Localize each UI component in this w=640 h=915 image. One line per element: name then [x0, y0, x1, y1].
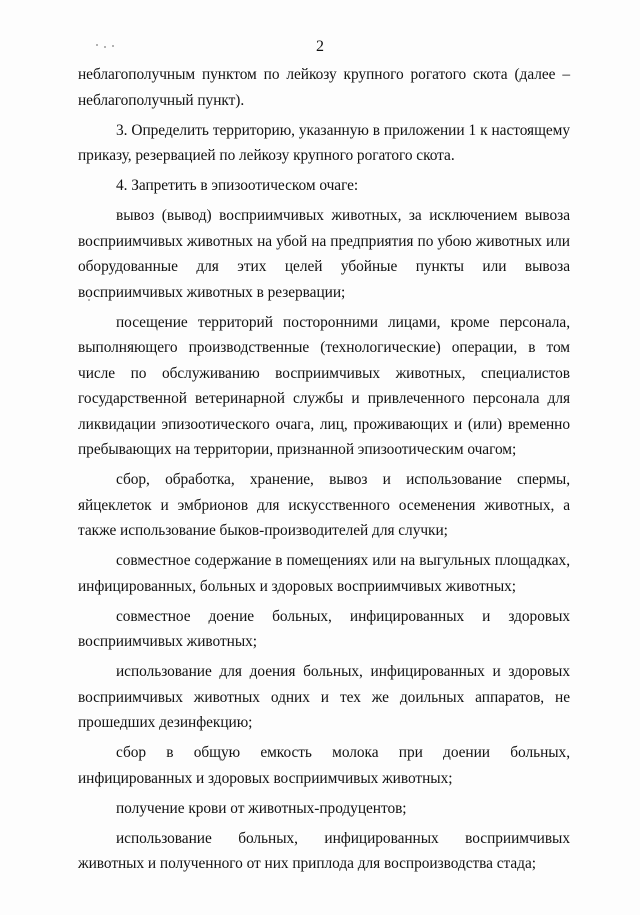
page-number: 2 [316, 38, 324, 55]
prohibition-sperm: сбор, обработка, хранение, вывоз и использование спермы, яйцеклеток и эмбрионов для искусственного осеменения животных, а также использование быков-производителей для случки; [78, 471, 570, 539]
scan-speck [112, 45, 114, 47]
scan-speck [96, 44, 98, 46]
prohibition-reproduction: использование больных, инфицированных восприимчивых животных и полученного от них приплода для воспроизводства стада; [78, 829, 570, 872]
paragraph-continuation: неблагополучным пунктом по лейкозу крупного рогатого скота (далее – неблагополучный пункт). [78, 66, 570, 109]
prohibition-joint-keeping: совместное содержание в помещениях или на выгульных площадках, инфицированных, больных и здоровых восприимчивых животных; [78, 552, 570, 595]
scan-speck [104, 46, 106, 48]
document-body [78, 62, 570, 881]
paragraph-item-4-prohibitions: 4. Запретить в эпизоотическом очаге: [116, 177, 359, 194]
prohibition-joint-milking: совместное доение больных, инфицированных и здоровых восприимчивых животных; [78, 607, 570, 650]
paragraph-item-3-territory: 3. Определить территорию, указанную в приложении 1 к настоящему приказу, резервацией по лейкозу крупного рогатого скота. [78, 121, 570, 164]
prohibition-milking-machines: использование для доения больных, инфицированных и здоровых восприимчивых животных одних и тех же доильных аппаратов, не прошедших дезинфекцию; [78, 663, 570, 731]
prohibition-visits: посещение территорий посторонними лицами, кроме персонала, выполняющего производственные (технологические) операции, в том числе по обслуживанию восприимчивых животных, специалистов государственной ветеринарной службы и привлеченного персонала для ликвидации эпизоотического очага, лиц, проживающих и (или) временно пребывающих на территории, признанной эпизоотическим очагом; [78, 313, 570, 458]
prohibition-export: вывоз (вывод) восприимчивых животных, за исключением вывоза восприимчивых животных на убой на предприятия по убою животных или оборудованные для этих целей убойные пункты или вывоза восприимчивых животных в резервации; [78, 207, 570, 301]
prohibition-blood: получение крови от животных-продуцентов; [116, 799, 407, 817]
prohibition-milk-collection: сбор в общую емкость молока при доении больных, инфицированных и здоровых восприимчивых животных; [78, 744, 570, 787]
